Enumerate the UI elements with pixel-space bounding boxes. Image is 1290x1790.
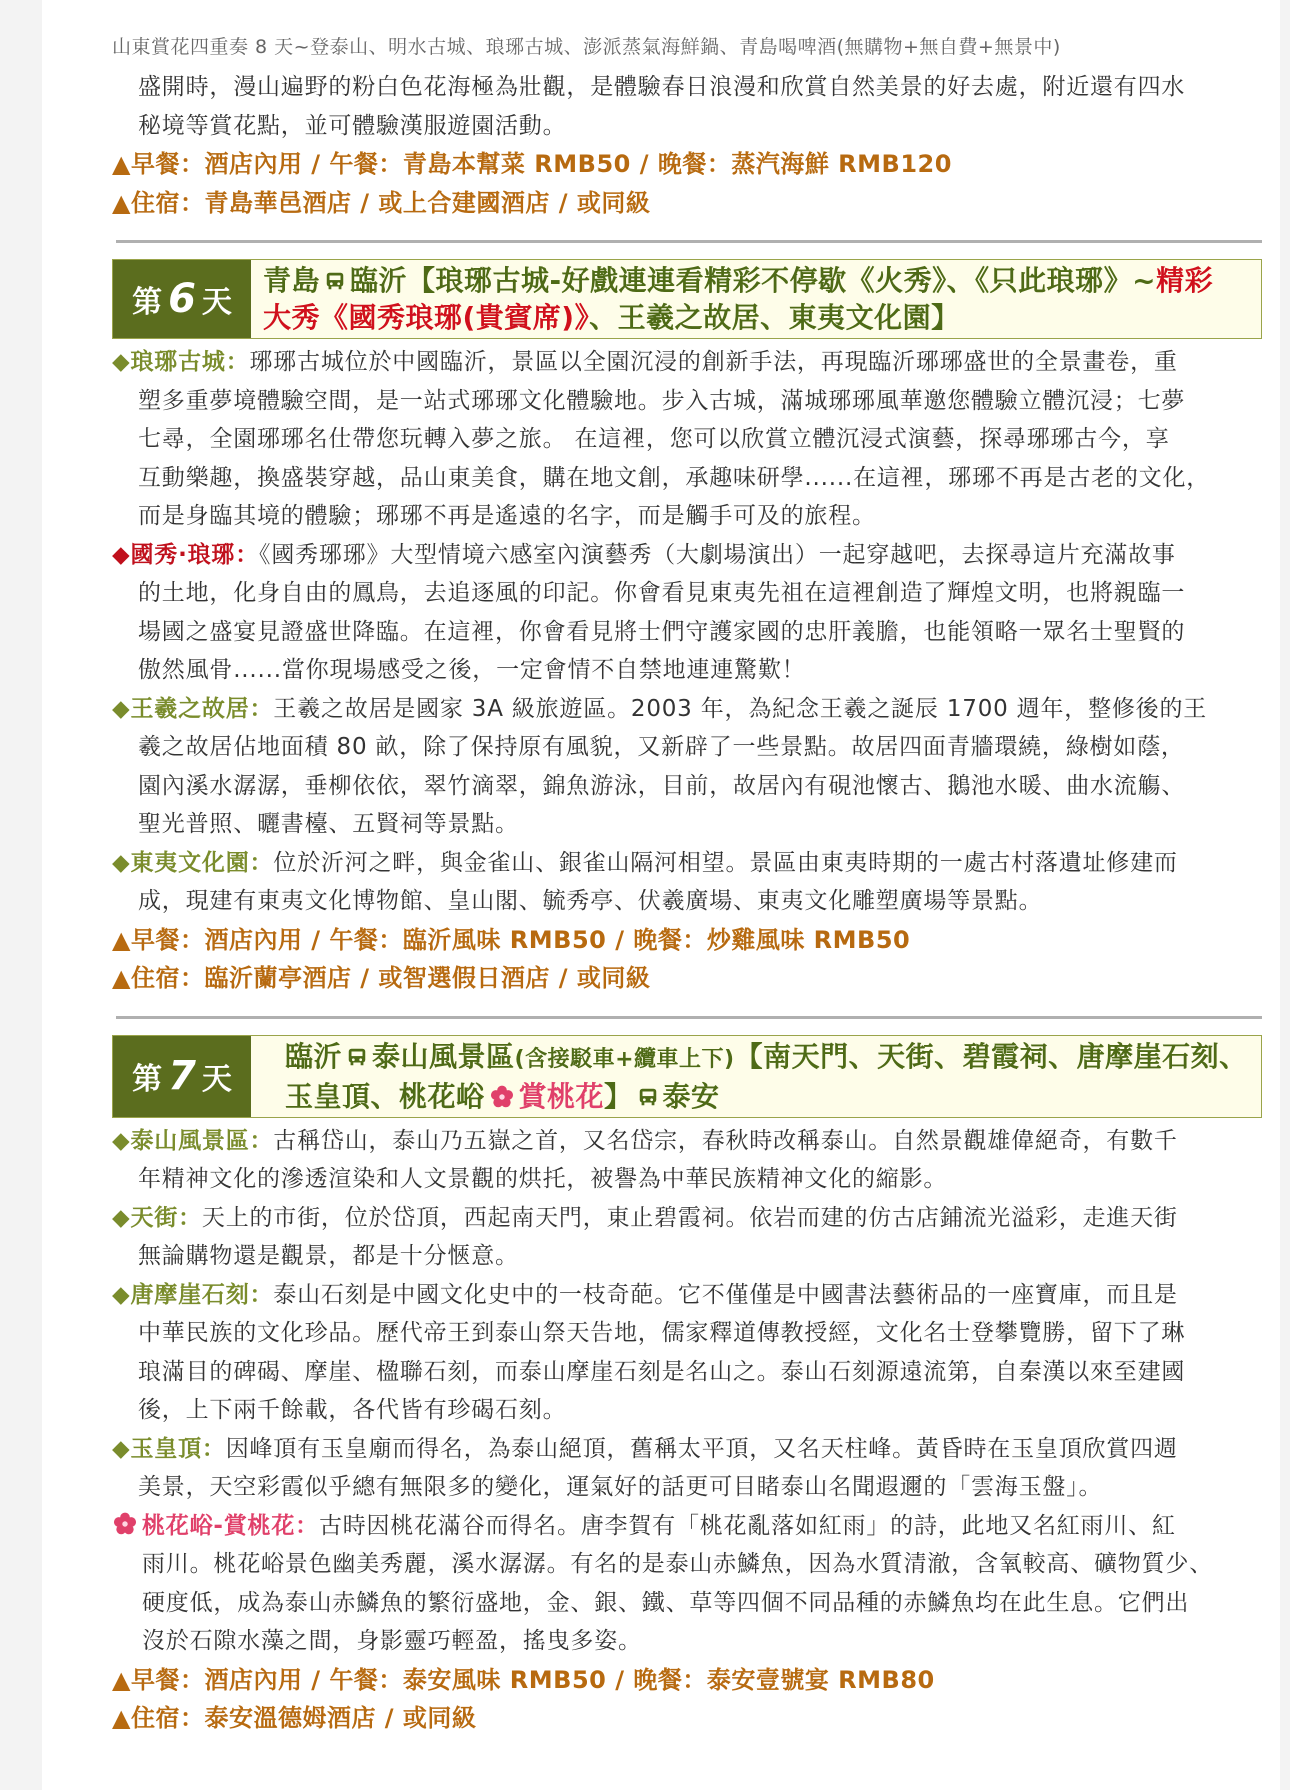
- item-text: 中華民族的文化珍品。歷代帝王到泰山祭天告地，儒家釋道傳教授經，文化名士登攀覽勝，留下了琳: [138, 1320, 1186, 1346]
- item-text: 無論購物還是觀景，都是十分愜意。: [138, 1243, 519, 1269]
- day7-item: [112, 1122, 1262, 1199]
- title-part-pink: 賞桃花: [518, 1079, 605, 1113]
- item-label: ◆泰山風景區：: [112, 1127, 274, 1154]
- hotel-line: ▲住宿：青島華邑酒店 / 或上合建國酒店 / 或同級: [112, 188, 651, 217]
- day-tag-post: 天: [201, 1062, 232, 1097]
- content: [112, 68, 1262, 1738]
- day7-title: [251, 1036, 1256, 1117]
- meals-line: ▲早餐：酒店內用 / 午餐：泰安風味 RMB50 / 晚餐：泰安壹號宴 RMB80: [112, 1665, 935, 1694]
- bus-icon: [324, 270, 346, 292]
- item-text: 後，上下兩千餘載，各代皆有珍碣石刻。: [138, 1397, 567, 1423]
- day-tag-pre: 第: [132, 285, 163, 320]
- title-part-small: (含接駁車+纜車上下): [514, 1046, 735, 1072]
- item-text: 成，現建有東夷文化博物館、皇山閣、毓秀亭、伏羲廣場、東夷文化雕塑廣場等景點。: [138, 888, 1043, 914]
- item-text: 泰山石刻是中國文化史中的一枝奇葩。它不僅僅是中國書法藝術品的一座寶庫，而且是: [273, 1281, 1178, 1308]
- day7-tag: [113, 1036, 251, 1117]
- intro-line: 秘境等賞花點，並可體驗漢服遊園活動。: [138, 112, 567, 139]
- meals-line: ▲早餐：酒店內用 / 午餐：青島本幫菜 RMB50 / 晚餐：蒸汽海鮮 RMB120: [112, 150, 952, 178]
- bus-icon: [346, 1046, 368, 1068]
- hotel-line: ▲住宿：泰安溫德姆酒店 / 或同級: [112, 1704, 477, 1732]
- item-label: ◆東夷文化園：: [112, 849, 274, 876]
- title-part: 】: [604, 1079, 633, 1113]
- title-part: 、王羲之故居、東夷文化園】: [589, 301, 960, 334]
- section-divider: [116, 240, 1262, 243]
- item-label: ◆琅琊古城：: [112, 349, 250, 375]
- day-tag-pre: 第: [132, 1062, 163, 1097]
- item-text: 因峰頂有玉皇廟而得名，為泰山絕頂，舊稱太平頂，又名天柱峰。黃昏時在玉皇頂欣賞四週: [225, 1435, 1178, 1462]
- item-label: ◆唐摩崖石刻：: [112, 1281, 274, 1308]
- item-text: 七尋，全園琊琊名仕帶您玩轉入夢之旅。 在這裡，您可以欣賞立體沉浸式演藝，探尋琊琊古今，享: [138, 426, 1170, 452]
- item-label: ◆玉皇頂：: [112, 1435, 226, 1462]
- item-text: 園內溪水潺潺，垂柳依依，翠竹滴翠，錦魚游泳，目前，故居內有硯池懷古、鵝池水暖、曲水流觴、: [138, 772, 1186, 799]
- day-number: 7: [168, 1053, 196, 1099]
- day7-item: [112, 1276, 1262, 1430]
- item-text: 互動樂趣，換盛裝穿越，品山東美食，購在地文創，承趣味研學......在這裡，琊琊不再是古老的文化，: [138, 464, 1211, 491]
- item-text: 琊琊古城位於中國臨沂，景區以全園沉浸的創新手法，再現臨沂琊琊盛世的全景畫卷，重: [249, 349, 1178, 375]
- day6-title: [251, 260, 1221, 338]
- title-part: 泰山風景區: [372, 1039, 515, 1073]
- item-text: 沒於石隙水藻之間，身影靈巧輕盈，搖曳多姿。: [142, 1628, 642, 1654]
- document-page: [42, 0, 1280, 1790]
- day7-item: [112, 1507, 1262, 1661]
- day6-item: [112, 343, 1262, 536]
- item-text: 古稱岱山，泰山乃五嶽之首，又名岱宗，春秋時改稱泰山。自然景觀雄偉絕奇，有數千: [273, 1127, 1178, 1154]
- item-text: 位於沂河之畔，與金雀山、銀雀山隔河相望。景區由東夷時期的一處古村落遺址修建而: [273, 849, 1178, 876]
- item-text: 而是身臨其境的體驗；琊琊不再是遙遠的名字，而是觸手可及的旅程。: [138, 503, 876, 529]
- item-text: 的土地，化身自由的鳳鳥，去追逐風的印記。你會看見東夷先祖在這裡創造了輝煌文明，也將親臨一: [138, 580, 1186, 606]
- item-text: 《國秀琊琊》大型情境六感室內演藝秀（大劇場演出）一起穿越吧，去探尋這片充滿故事: [259, 541, 1176, 568]
- item-text: 聖光普照、曬書檯、五賢祠等景點。: [138, 811, 519, 837]
- title-part-red: 精彩: [1156, 264, 1214, 297]
- title-part: 臨沂: [285, 1039, 343, 1073]
- hotel-line: ▲住宿：臨沂蘭亭酒店 / 或智選假日酒店 / 或同級: [112, 964, 651, 992]
- item-text: 古時因桃花滿谷而得名。唐李賀有「桃花亂落如紅雨」的詩，此地又名紅雨川、紅: [318, 1512, 1176, 1539]
- blossom-icon: [489, 1084, 515, 1110]
- title-part: 【南天門、天街、碧霞祠、唐摩崖石刻、: [734, 1039, 1248, 1073]
- title-part-red: 大秀《國秀琅琊(貴賓席)》: [263, 301, 590, 334]
- item-text: 塑多重夢境體驗空間，是一站式琊琊文化體驗地。步入古城，滿城琊琊風華邀您體驗立體沉浸；七夢: [138, 387, 1186, 414]
- day6-item: [112, 536, 1262, 690]
- item-text: 硬度低，成為泰山赤鱗魚的繁衍盛地，金、銀、鐵、草等四個不同品種的赤鱗魚均在此生息。它們出: [142, 1589, 1190, 1616]
- blossom-icon: [112, 1511, 138, 1537]
- item-text: 傲然風骨......當你現場感受之後，一定會情不自禁地連連驚歎！: [138, 657, 806, 683]
- title-part: 玉皇頂、桃花峪: [285, 1079, 485, 1113]
- intro-line: 盛開時，漫山遍野的粉白色花海極為壯觀，是體驗春日浪漫和欣賞自然美景的好去處，附近還有四水: [138, 74, 1186, 100]
- item-text: 年精神文化的滲透渲染和人文景觀的烘托，被譽為中華民族精神文化的縮影。: [138, 1166, 948, 1192]
- item-text: 羲之故居佔地面積 80 畝，除了保持原有風貌，又新辟了一些景點。故居四面青牆環繞，綠樹如蔭，: [138, 734, 1185, 760]
- day-tag-post: 天: [201, 285, 232, 320]
- section-divider: [116, 1016, 1262, 1019]
- item-label: ◆天街：: [112, 1204, 202, 1231]
- title-part: 臨沂【琅琊古城-好戲連連看精彩不停歇《火秀》、《只此琅琊》~: [350, 264, 1157, 297]
- title-part: 泰安: [662, 1079, 720, 1113]
- item-label: ◆王羲之故居：: [112, 695, 274, 722]
- running-header: 山東賞花四重奏 8 天~登泰山、明水古城、琅琊古城、澎派蒸氣海鮮鍋、青島喝啤酒(無購物+無自費+無景中): [112, 36, 1061, 58]
- item-label: 桃花峪-賞桃花：: [142, 1512, 319, 1539]
- item-text: 美景，天空彩霞似乎總有無限多的變化，運氣好的話更可目睹泰山名聞遐邇的「雲海玉盤」。: [138, 1474, 1103, 1500]
- title-part: 青島: [263, 264, 321, 297]
- day6-item: [112, 690, 1262, 844]
- day6-tag: [113, 260, 251, 338]
- day-number: 6: [168, 276, 196, 322]
- item-text: 王羲之故居是國家 3A 級旅遊區。2003 年，為紀念王羲之誕辰 1700 週年，整修後的王: [273, 695, 1208, 722]
- bus-icon: [637, 1086, 659, 1108]
- day6-item: [112, 844, 1262, 921]
- item-text: 天上的市街，位於岱頂，西起南天門，東止碧霞祠。依岩而建的仿古店鋪流光溢彩，走進天街: [201, 1204, 1178, 1231]
- meals-line: ▲早餐：酒店內用 / 午餐：臨沂風味 RMB50 / 晚餐：炒雞風味 RMB50: [112, 925, 911, 954]
- day7-header: [112, 1035, 1262, 1118]
- item-text: 場國之盛宴見證盛世降臨。在這裡，你會看見將士們守護家國的忠肝義膽，也能領略一眾名士聖賢的: [138, 618, 1186, 645]
- day7-item: [112, 1430, 1262, 1507]
- item-text: 雨川。桃花峪景色幽美秀麗，溪水潺潺。有名的是泰山赤鱗魚，因為水質清澈，含氧較高、礦物質少、: [142, 1551, 1213, 1577]
- item-text: 琅滿目的碑碣、摩崖、楹聯石刻，而泰山摩崖石刻是名山之。泰山石刻源遠流第，自秦漢以來至建國: [138, 1358, 1186, 1385]
- day6-header: [112, 259, 1262, 339]
- day7-item: [112, 1199, 1262, 1276]
- item-label: ◆國秀·琅琊：: [112, 541, 260, 568]
